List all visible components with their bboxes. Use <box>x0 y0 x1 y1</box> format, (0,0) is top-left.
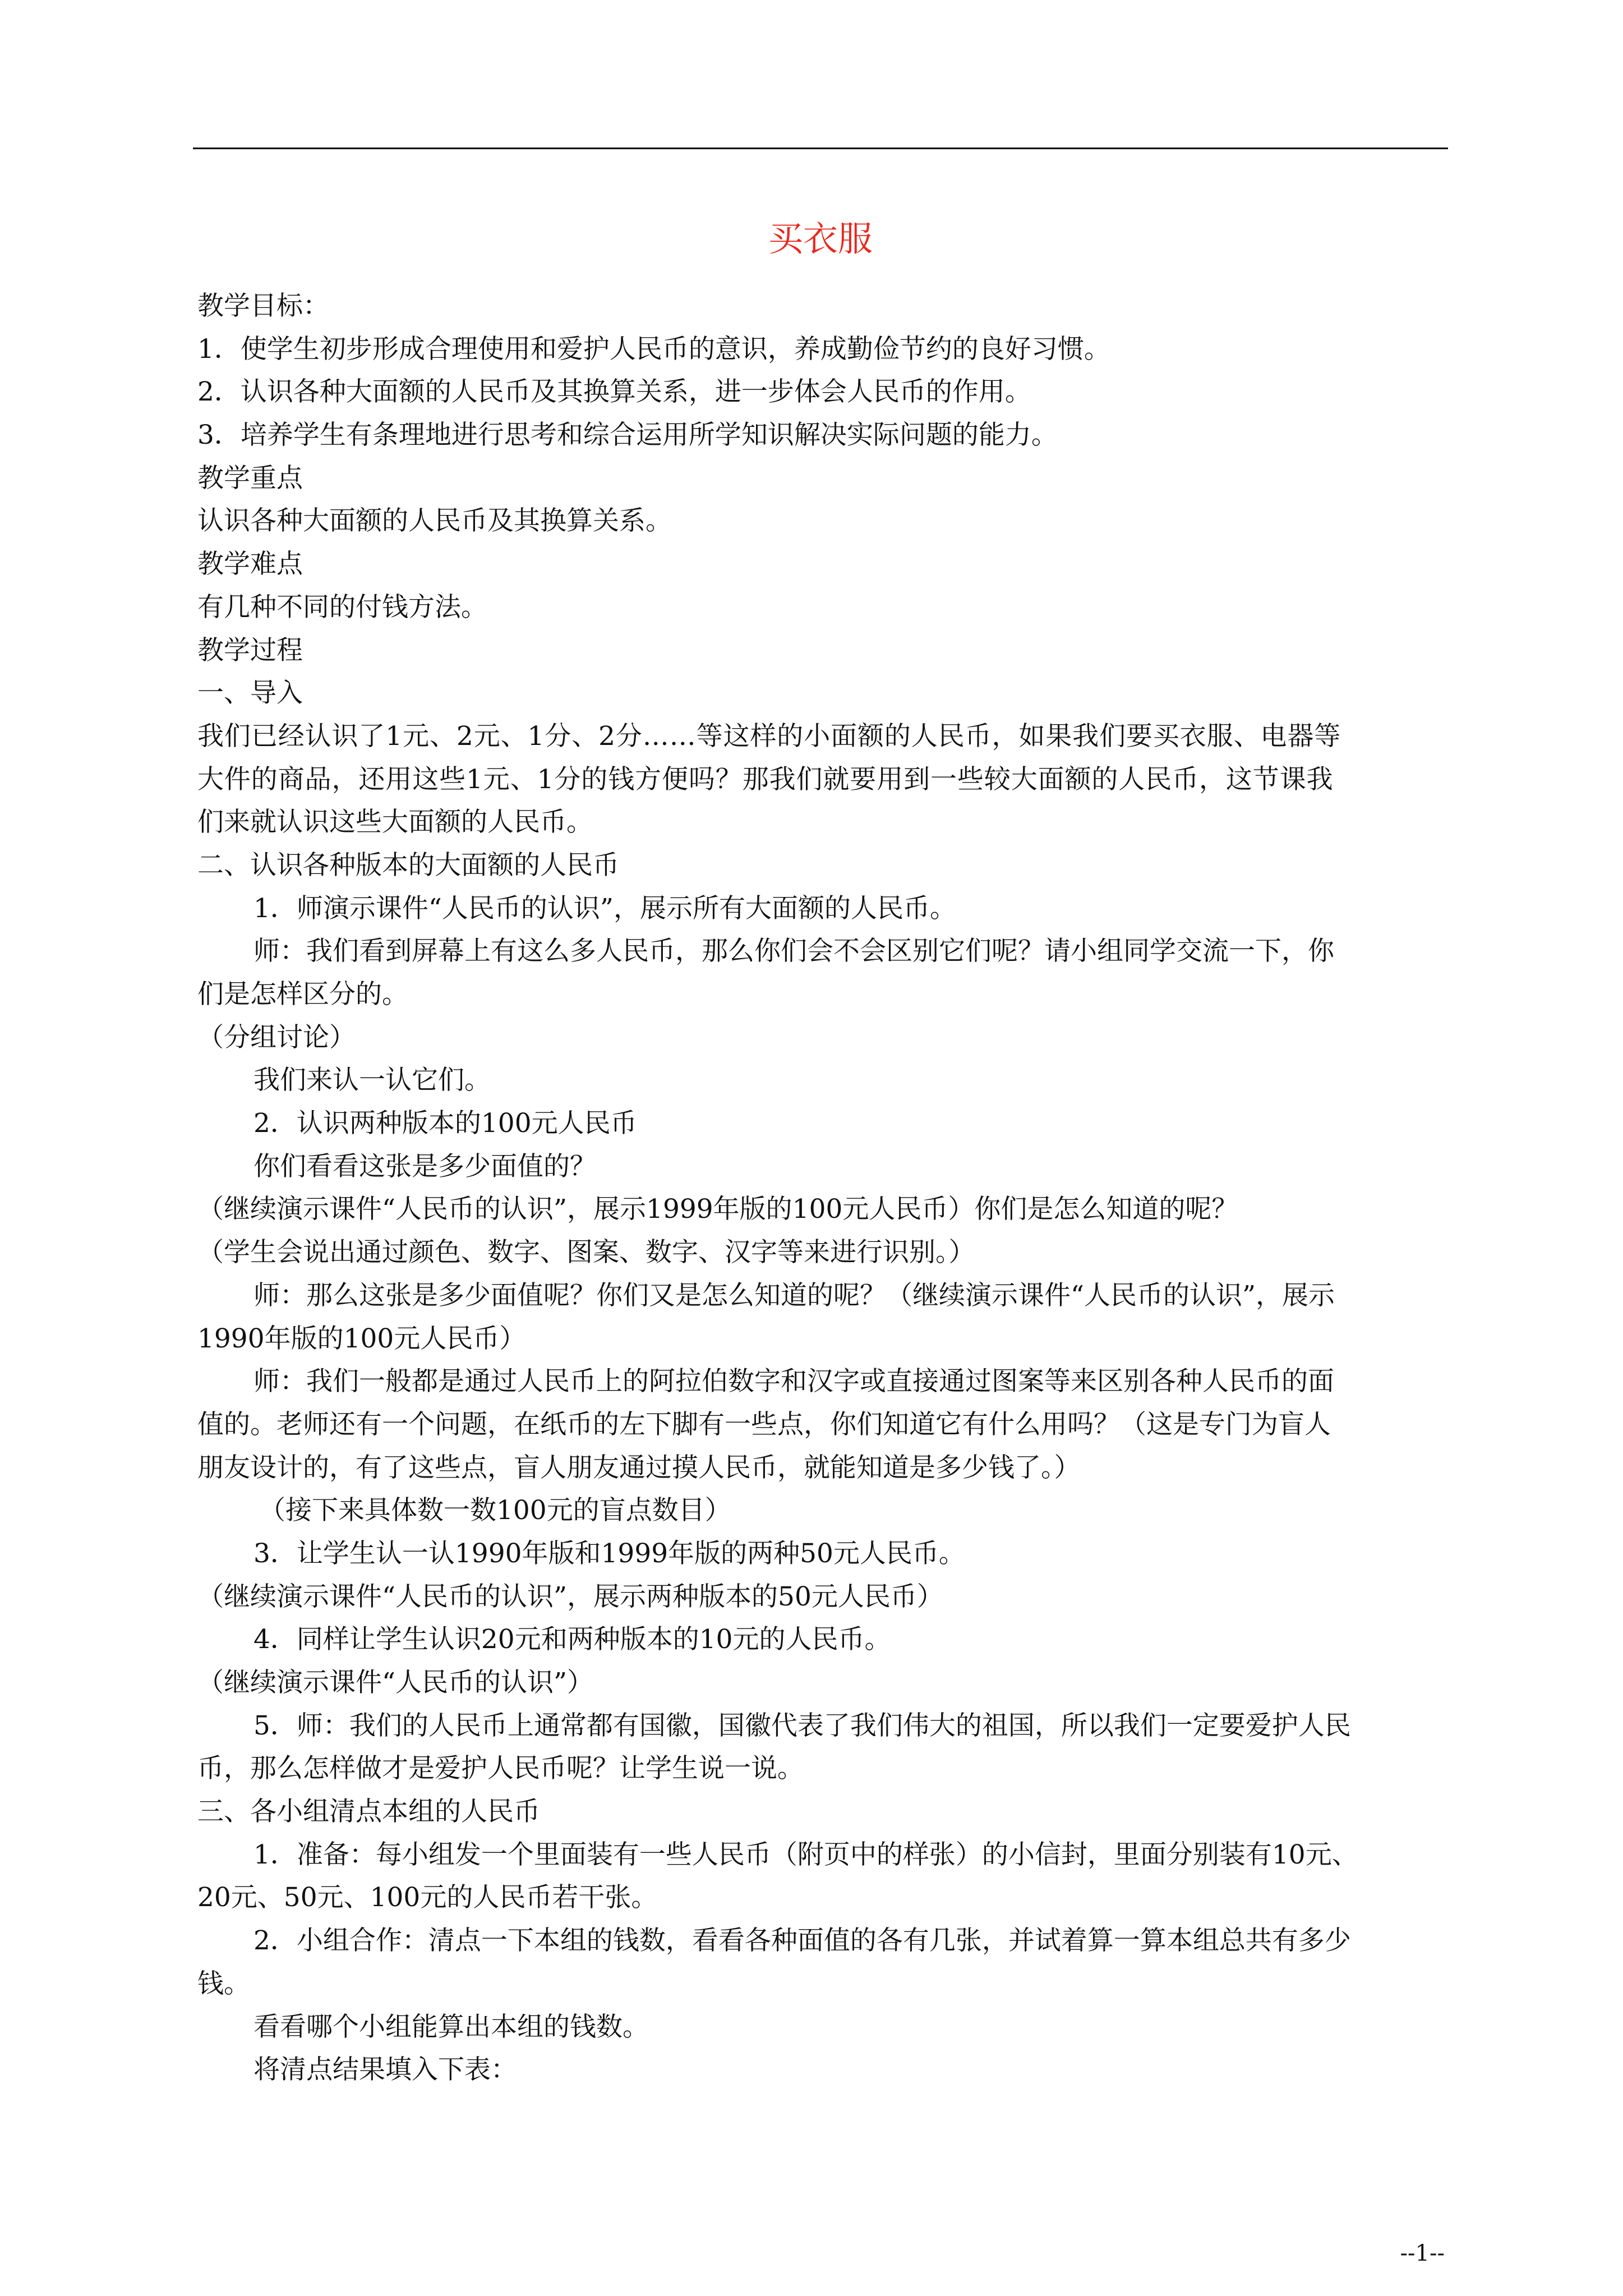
paragraph-line: 值的。老师还有一个问题，在纸币的左下脚有一些点，你们知道它有什么用吗？（这是专门为盲人 <box>197 1409 1331 1440</box>
section-heading: 教学难点 <box>197 549 303 580</box>
paragraph-line: 钱。 <box>197 1968 250 1999</box>
paragraph-line: 1．师演示课件“人民币的认识”，展示所有大面额的人民币。 <box>253 892 956 924</box>
section-heading: 三、各小组清点本组的人民币 <box>197 1796 540 1828</box>
paragraph-line: 有几种不同的付钱方法。 <box>197 591 487 623</box>
paragraph-line: 看看哪个小组能算出本组的钱数。 <box>253 2011 649 2042</box>
paragraph-line: 们来就认识这些大面额的人民币。 <box>197 807 593 838</box>
paragraph-line: 师：那么这张是多少面值呢？你们又是怎么知道的呢？（继续演示课件“人民币的认识”，展示 <box>253 1280 1335 1311</box>
paragraph-line: 朋友设计的，有了这些点，盲人朋友通过摸人民币，就能知道是多少钱了。） <box>197 1452 1081 1483</box>
paragraph-line: （接下来具体数一数100元的盲点数目） <box>259 1495 731 1526</box>
paragraph-line: 大件的商品，还用这些1元、1分的钱方便吗？那我们就要用到一些较大面额的人民币，这节课我 <box>197 763 1334 795</box>
section-heading: 教学重点 <box>197 462 303 494</box>
paragraph-line: 师：我们看到屏幕上有这么多人民币，那么你们会不会区别它们呢？请小组同学交流一下，你 <box>253 936 1334 967</box>
paragraph-line: 2．小组合作：清点一下本组的钱数，看看各种面值的各有几张，并试着算一算本组总共有多少 <box>253 1925 1351 1957</box>
header-rule <box>193 148 1448 149</box>
paragraph-line: 3．培养学生有条理地进行思考和综合运用所学知识解决实际问题的能力。 <box>197 420 1058 451</box>
paragraph-line: 2．认识各种大面额的人民币及其换算关系，进一步体会人民币的作用。 <box>197 376 1031 408</box>
paragraph-line: 你们看看这张是多少面值的？ <box>253 1151 596 1182</box>
paragraph-line: 1．使学生初步形成合理使用和爱护人民币的意识，养成勤俭节约的良好习惯。 <box>197 333 1110 365</box>
paragraph-line: 我们来认一认它们。 <box>253 1065 491 1096</box>
document-title: 买衣服 <box>768 218 873 259</box>
document-body <box>197 285 1446 2092</box>
section-heading: 一、导入 <box>197 678 303 709</box>
paragraph-line: （继续演示课件“人民币的认识”，展示两种版本的50元人民币） <box>197 1581 943 1612</box>
paragraph-line: （学生会说出通过颜色、数字、图案、数字、汉字等来进行识别。） <box>197 1237 975 1268</box>
section-heading: 教学目标： <box>197 291 329 321</box>
paragraph-line: 师：我们一般都是通过人民币上的阿拉伯数字和汉字或直接通过图案等来区别各种人民币的面 <box>253 1366 1334 1397</box>
paragraph-line: 20元、50元、100元的人民币若干张。 <box>197 1882 658 1913</box>
paragraph-line: 5．师：我们的人民币上通常都有国徽，国徽代表了我们伟大的祖国，所以我们一定要爱护人民 <box>253 1710 1351 1741</box>
paragraph-line: 1．准备：每小组发一个里面装有一些人民币（附页中的样张）的小信封，里面分别装有10元、 <box>253 1839 1358 1870</box>
paragraph-line: 2．认识两种版本的100元人民币 <box>253 1108 637 1139</box>
paragraph-line: 3．让学生认一认1990年版和1999年版的两种50元人民币。 <box>253 1538 965 1569</box>
page-number: --1-- <box>1400 2240 1445 2266</box>
paragraph-line: 认识各种大面额的人民币及其换算关系。 <box>197 505 672 537</box>
section-heading: 二、认识各种版本的大面额的人民币 <box>197 849 619 881</box>
paragraph-line: 4．同样让学生认识20元和两种版本的10元的人民币。 <box>253 1624 891 1655</box>
paragraph-line: （继续演示课件“人民币的认识”，展示1999年版的100元人民币）你们是怎么知道的呢？ <box>197 1194 1238 1225</box>
section-heading: 教学过程 <box>197 634 303 666</box>
paragraph-line: 1990年版的100元人民币） <box>197 1323 526 1354</box>
paragraph-line: （分组讨论） <box>197 1022 356 1053</box>
paragraph-line: 我们已经认识了1元、2元、1分、2分……等这样的小面额的人民币，如果我们要买衣服、电器等 <box>197 720 1341 752</box>
paragraph-line: 将清点结果填入下表： <box>253 2054 517 2086</box>
paragraph-line: 们是怎样区分的。 <box>197 979 408 1010</box>
paragraph-line: 币，那么怎样做才是爱护人民币呢？让学生说一说。 <box>197 1753 804 1784</box>
paragraph-line: （继续演示课件“人民币的认识”） <box>197 1667 594 1698</box>
